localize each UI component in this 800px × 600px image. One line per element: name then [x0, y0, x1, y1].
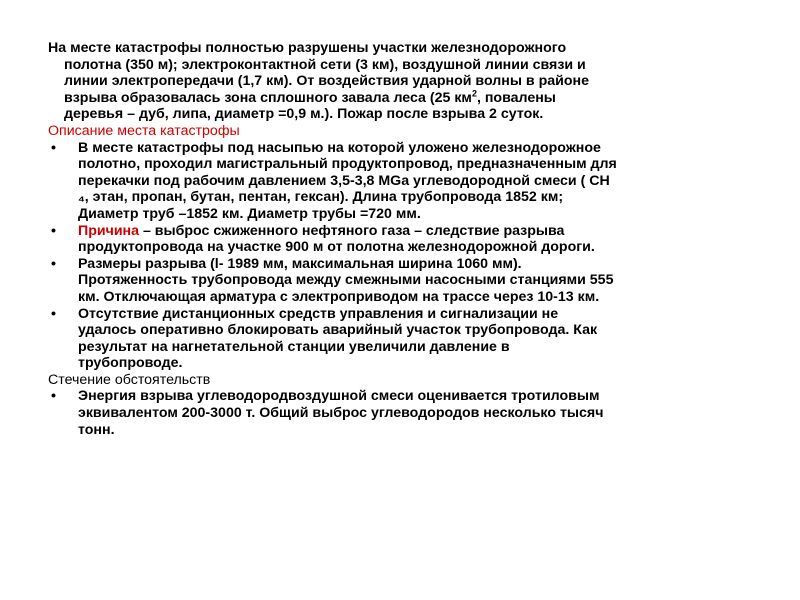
slide-content	[48, 40, 763, 438]
bullet-icon: •	[51, 222, 56, 239]
bullet-line: Размеры разрыва (l- 1989 мм, максимальная ширина 1060 мм).	[78, 255, 522, 272]
intro-line	[48, 90, 763, 107]
bullet-line: перекачки под рабочим давлением 3,5-3,8 MGa углеводородной смеси ( CH	[78, 172, 610, 189]
bullet-icon: •	[51, 255, 56, 272]
bullet-line: полотно, проходил магистральный продуктопровод, предназначенным для	[78, 156, 617, 173]
bullet-line: эквивалентом 200-3000 т. Общий выброс углеводородов несколько тысяч	[78, 405, 604, 422]
bullet-line: км. Отключающая арматура с электроприводом на трассе через 10-13 км.	[78, 288, 600, 305]
intro-line: линии электропередачи (1,7 км). От воздействия ударной волны в районе	[64, 73, 589, 90]
bullet-line: тонн.	[78, 421, 115, 438]
bullet-line: В месте катастрофы под насыпью на которой уложено железнодорожное	[78, 139, 601, 156]
bullet-icon: •	[51, 388, 56, 405]
list-item	[48, 140, 763, 223]
list-item	[48, 256, 763, 306]
superscript: 2	[471, 88, 477, 99]
intro-line: деревья – дуб, липа, диаметр =0,9 м.). Пожар после взрыва 2 суток.	[64, 106, 544, 123]
intro-line: полотна (350 м); электроконтактной сети (3 км), воздушной линии связи и	[64, 56, 586, 73]
intro-paragraph	[48, 40, 763, 123]
list-item	[48, 388, 763, 438]
bullet-line: Протяженность трубопровода между смежными насосными станциями 555	[78, 272, 614, 289]
bullet-line: продуктопровода на участке 900 м от полотна железнодорожной дороги.	[78, 239, 595, 256]
bullet-icon: •	[51, 139, 56, 156]
bullet-line: удалось оперативно блокировать аварийный участок трубопровода. Как	[78, 322, 598, 339]
circumstances-bullet-list	[48, 388, 763, 438]
bullet-line	[78, 223, 763, 240]
list-item	[48, 223, 763, 256]
bullet-line: результат на нагнетательной станции увеличили давление в	[78, 338, 510, 355]
intro-line-tail: , повалены	[476, 89, 556, 106]
list-item	[48, 306, 763, 372]
description-bullet-list	[48, 140, 763, 372]
cause-text: – выброс сжиженного нефтяного газа – следствие разрыва	[139, 222, 565, 239]
bullet-line: трубопроводе.	[78, 355, 183, 372]
intro-line-text: взрыва образовалась зона сплошного завала леса (25 км	[64, 89, 472, 106]
intro-line: На месте катастрофы полностью разрушены участки железнодорожного	[48, 40, 567, 56]
bullet-line: Диаметр труб –1852 км. Диаметр трубы =720 мм.	[78, 205, 421, 222]
bullet-icon: •	[51, 305, 56, 322]
section-heading-circumstances: Стечение обстоятельств	[48, 371, 211, 388]
cause-label: Причина	[78, 222, 140, 239]
bullet-line: Энергия взрыва углеводородвоздушной смеси оценивается тротиловым	[78, 388, 600, 405]
bullet-line: ₄, этан, пропан, бутан, пентан, гексан). Длина трубопровода 1852 км;	[78, 189, 564, 206]
section-heading-description: Описание места катастрофы	[48, 122, 240, 139]
bullet-line: Отсутствие дистанционных средств управления и сигнализации не	[78, 305, 559, 322]
